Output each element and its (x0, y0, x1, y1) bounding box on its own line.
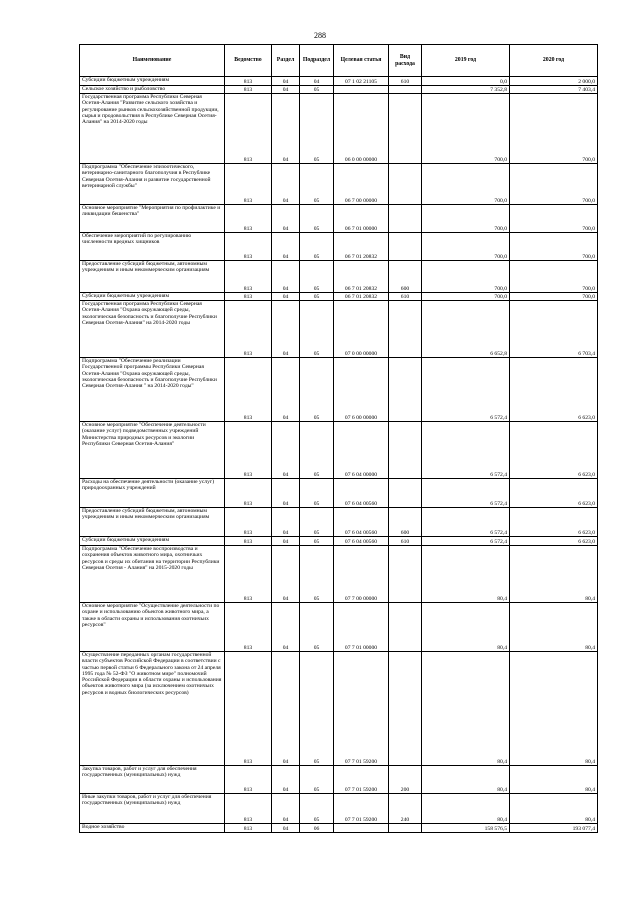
row-dept-cell: 813 (225, 766, 272, 794)
row-section-cell: 04 (272, 164, 300, 205)
row-dept-cell: 813 (225, 301, 272, 358)
header-subsection: Подраздел (300, 45, 334, 77)
row-section-cell: 04 (272, 422, 300, 479)
row-2019-cell: 6 572,4 (422, 422, 510, 479)
row-dept-cell: 813 (225, 537, 272, 546)
header-section: Раздел (272, 45, 300, 77)
table-row (80, 293, 598, 301)
row-name-cell: Государственная программа Республики Северная Осетия-Алания "Развитие сельского хозяйства и регулирование рынков сельскохозяйственной продукции, сырья и продовольствия в Республике Северная Осетия-Алания" на 2014-2020 годы (80, 94, 225, 164)
row-name-cell: Субсидии бюджетным учреждениям (80, 77, 225, 86)
row-subsection-cell: 05 (300, 293, 334, 301)
row-expense-type-cell (389, 94, 422, 164)
row-section-cell: 04 (272, 652, 300, 766)
row-subsection-cell: 05 (300, 94, 334, 164)
row-subsection-cell: 05 (300, 537, 334, 546)
row-section-cell: 04 (272, 766, 300, 794)
row-target-cell: 06 7 01 20832 (334, 261, 389, 293)
row-subsection-cell: 05 (300, 301, 334, 358)
row-2019-cell: 80,4 (422, 546, 510, 603)
row-expense-type-cell (389, 652, 422, 766)
row-2020-cell: 700,0 (510, 205, 598, 233)
row-subsection-cell: 05 (300, 546, 334, 603)
row-target-cell: 07 1 02 21105 (334, 77, 389, 86)
row-subsection-cell: 05 (300, 205, 334, 233)
row-dept-cell: 813 (225, 86, 272, 94)
row-target-cell: 07 6 04 00560 (334, 479, 389, 508)
row-name-cell: Иные закупки товаров, работ и услуг для обеспечения государственных (муниципальных) нужд (80, 794, 225, 824)
row-target-cell: 07 7 00 00000 (334, 546, 389, 603)
row-2019-cell: 6 572,4 (422, 537, 510, 546)
row-expense-type-cell (389, 824, 422, 833)
row-subsection-cell: 05 (300, 794, 334, 824)
row-name-cell: Государственная программа Республики Северная Осетия-Алания "Охрана окружающей среды, экологическая безопасность и благополучие Республики Северная Осетия-Алания" на 2014-2020 годы (80, 301, 225, 358)
row-2020-cell: 6 623,0 (510, 422, 598, 479)
table-row (80, 794, 598, 824)
row-2020-cell: 6 623,0 (510, 358, 598, 422)
header-row (80, 45, 598, 77)
row-2020-cell: 700,0 (510, 164, 598, 205)
page-number: 288 (314, 31, 326, 40)
row-target-cell: 07 7 01 59200 (334, 652, 389, 766)
row-section-cell: 04 (272, 205, 300, 233)
row-dept-cell: 813 (225, 293, 272, 301)
row-target-cell: 07 6 04 00560 (334, 537, 389, 546)
row-target-cell: 06 7 01 20832 (334, 233, 389, 261)
row-dept-cell: 813 (225, 422, 272, 479)
row-section-cell: 04 (272, 86, 300, 94)
row-2020-cell: 80,4 (510, 794, 598, 824)
row-2020-cell: 6 623,0 (510, 508, 598, 537)
row-dept-cell: 813 (225, 824, 272, 833)
row-name-cell: Закупка товаров, работ и услуг для обеспечения государственных (муниципальных) нужд (80, 766, 225, 794)
row-subsection-cell: 05 (300, 261, 334, 293)
row-dept-cell: 813 (225, 358, 272, 422)
row-section-cell: 04 (272, 508, 300, 537)
row-target-cell: 07 7 01 59200 (334, 794, 389, 824)
header-dept: Ведомство (225, 45, 272, 77)
row-name-cell: Осуществление переданных органам государственной власти субъектов Российской Федерации в соответствии с частью первой статьи 6 Федерального закона от 24 апреля 1995 года № 52-ФЗ "О животном мире" полномочий Российской Федерации в области охраны и использования объектов животного мира (за исключением охотничьих ресурсов и водных биологических ресурсов) (80, 652, 225, 766)
row-2019-cell: 700,0 (422, 205, 510, 233)
row-name-cell: Подпрограмма "Обеспечение воспроизводства и сохранения объектов животного мира, охотничьих ресурсов и среды их обитания на территории Республики Северная Осетия - Алания" на 2015-2020 годы (80, 546, 225, 603)
row-expense-type-cell: 600 (389, 508, 422, 537)
row-subsection-cell: 05 (300, 652, 334, 766)
row-2020-cell: 6 623,0 (510, 537, 598, 546)
row-subsection-cell: 05 (300, 233, 334, 261)
row-section-cell: 04 (272, 603, 300, 652)
row-expense-type-cell: 610 (389, 537, 422, 546)
table-row (80, 301, 598, 358)
row-dept-cell: 813 (225, 479, 272, 508)
row-expense-type-cell (389, 205, 422, 233)
row-name-cell: Предоставление субсидий бюджетным, автономным учреждениям и иным некоммерческим организациям (80, 508, 225, 537)
row-2019-cell: 158 576,5 (422, 824, 510, 833)
table-row (80, 422, 598, 479)
row-expense-type-cell: 610 (389, 293, 422, 301)
table-row (80, 205, 598, 233)
row-subsection-cell: 05 (300, 86, 334, 94)
row-name-cell: Сельское хозяйство и рыболовство (80, 86, 225, 94)
row-expense-type-cell (389, 301, 422, 358)
row-section-cell: 04 (272, 77, 300, 86)
row-name-cell: Основное мероприятие "Осуществление деятельности по охране и использованию объектов животного мира, а также в области охраны и использования охотничьих ресурсов" (80, 603, 225, 652)
row-2019-cell: 6 652,8 (422, 301, 510, 358)
row-2019-cell: 80,4 (422, 766, 510, 794)
row-2020-cell: 80,4 (510, 603, 598, 652)
row-name-cell: Подпрограмма "Обеспечение эпизоотического, ветеринарно-санитарного благополучия в Республике Северная Осетия-Алания и развитие государственной ветеринарной службы" (80, 164, 225, 205)
row-2020-cell: 6 703,4 (510, 301, 598, 358)
header-2019: 2019 год (422, 45, 510, 77)
row-subsection-cell: 04 (300, 77, 334, 86)
row-2019-cell: 700,0 (422, 164, 510, 205)
row-2019-cell: 7 352,8 (422, 86, 510, 94)
row-2020-cell: 2 000,0 (510, 77, 598, 86)
row-target-cell: 06 7 01 20832 (334, 293, 389, 301)
row-2019-cell: 700,0 (422, 293, 510, 301)
row-dept-cell: 813 (225, 261, 272, 293)
row-target-cell: 06 7 01 00000 (334, 205, 389, 233)
row-dept-cell: 813 (225, 94, 272, 164)
table-row (80, 824, 598, 833)
budget-table (79, 44, 598, 833)
row-dept-cell: 813 (225, 233, 272, 261)
row-name-cell: Основное мероприятие "Обеспечение деятельности (оказание услуг) подведомственных учреждений Министерства природных ресурсов и экологии Республики Северная Осетия-Алания" (80, 422, 225, 479)
row-target-cell: 06 0 00 00000 (334, 94, 389, 164)
row-target-cell: 07 0 00 00000 (334, 301, 389, 358)
row-expense-type-cell (389, 422, 422, 479)
table-row (80, 94, 598, 164)
row-section-cell: 04 (272, 233, 300, 261)
row-target-cell: 07 6 04 00000 (334, 422, 389, 479)
row-subsection-cell: 05 (300, 164, 334, 205)
row-target-cell: 07 6 00 00000 (334, 358, 389, 422)
table-row (80, 652, 598, 766)
row-2019-cell: 700,0 (422, 261, 510, 293)
row-dept-cell: 813 (225, 164, 272, 205)
row-subsection-cell: 05 (300, 603, 334, 652)
table-row (80, 479, 598, 508)
row-2020-cell: 80,4 (510, 546, 598, 603)
row-2019-cell: 0,0 (422, 77, 510, 86)
row-2020-cell: 700,0 (510, 233, 598, 261)
row-dept-cell: 813 (225, 77, 272, 86)
row-name-cell: Основное мероприятие "Мероприятия по профилактике и ликвидации бешенства" (80, 205, 225, 233)
row-expense-type-cell: 600 (389, 261, 422, 293)
row-2020-cell: 80,4 (510, 652, 598, 766)
row-section-cell: 04 (272, 824, 300, 833)
row-name-cell: Обеспечение мероприятий по регулированию численности вредных хищников (80, 233, 225, 261)
row-dept-cell: 813 (225, 794, 272, 824)
row-subsection-cell: 05 (300, 766, 334, 794)
table-row (80, 77, 598, 86)
row-dept-cell: 813 (225, 508, 272, 537)
row-section-cell: 04 (272, 301, 300, 358)
row-2020-cell: 6 623,0 (510, 479, 598, 508)
row-target-cell: 06 7 00 00000 (334, 164, 389, 205)
row-2019-cell: 80,4 (422, 603, 510, 652)
table-row (80, 358, 598, 422)
row-expense-type-cell (389, 164, 422, 205)
row-name-cell: Субсидии бюджетным учреждениям (80, 293, 225, 301)
row-expense-type-cell (389, 479, 422, 508)
row-2019-cell: 6 572,4 (422, 479, 510, 508)
row-section-cell: 04 (272, 537, 300, 546)
row-2020-cell: 7 403,4 (510, 86, 598, 94)
table-row (80, 603, 598, 652)
table-row (80, 261, 598, 293)
row-section-cell: 04 (272, 293, 300, 301)
table-row (80, 537, 598, 546)
row-section-cell: 04 (272, 479, 300, 508)
row-name-cell: Водное хозяйство (80, 824, 225, 833)
row-subsection-cell: 05 (300, 422, 334, 479)
row-subsection-cell: 05 (300, 358, 334, 422)
row-2019-cell: 80,4 (422, 652, 510, 766)
row-target-cell: 07 7 01 00000 (334, 603, 389, 652)
row-2019-cell: 6 572,4 (422, 358, 510, 422)
row-subsection-cell: 05 (300, 508, 334, 537)
table-row (80, 546, 598, 603)
header-name: Наименование (80, 45, 225, 77)
row-dept-cell: 813 (225, 603, 272, 652)
row-target-cell: 07 6 04 00560 (334, 508, 389, 537)
row-2020-cell: 700,0 (510, 94, 598, 164)
header-2020: 2020 год (510, 45, 598, 77)
row-target-cell (334, 824, 389, 833)
row-expense-type-cell: 610 (389, 77, 422, 86)
table-row (80, 766, 598, 794)
table-row (80, 86, 598, 94)
row-expense-type-cell: 240 (389, 794, 422, 824)
row-subsection-cell: 06 (300, 824, 334, 833)
row-expense-type-cell (389, 546, 422, 603)
header-target: Целевая статья (334, 45, 389, 77)
row-2019-cell: 80,4 (422, 794, 510, 824)
row-expense-type-cell (389, 233, 422, 261)
row-2019-cell: 700,0 (422, 94, 510, 164)
row-2020-cell: 80,4 (510, 766, 598, 794)
row-expense-type-cell (389, 358, 422, 422)
row-subsection-cell: 05 (300, 479, 334, 508)
table-row (80, 164, 598, 205)
row-2019-cell: 700,0 (422, 233, 510, 261)
row-2020-cell: 193 077,4 (510, 824, 598, 833)
row-2020-cell: 700,0 (510, 261, 598, 293)
row-2019-cell: 6 572,4 (422, 508, 510, 537)
row-section-cell: 04 (272, 794, 300, 824)
row-name-cell: Субсидии бюджетным учреждениям (80, 537, 225, 546)
row-section-cell: 04 (272, 94, 300, 164)
row-section-cell: 04 (272, 358, 300, 422)
row-expense-type-cell (389, 603, 422, 652)
row-expense-type-cell: 200 (389, 766, 422, 794)
row-dept-cell: 813 (225, 205, 272, 233)
row-section-cell: 04 (272, 546, 300, 603)
row-name-cell: Предоставление субсидий бюджетным, автономным учреждениям и иным некоммерческим организациям (80, 261, 225, 293)
row-section-cell: 04 (272, 261, 300, 293)
row-expense-type-cell (389, 86, 422, 94)
table-row (80, 233, 598, 261)
row-target-cell (334, 86, 389, 94)
row-name-cell: Расходы на обеспечение деятельности (оказание услуг) природоохранных учреждений (80, 479, 225, 508)
row-target-cell: 07 7 01 59200 (334, 766, 389, 794)
row-dept-cell: 813 (225, 652, 272, 766)
row-name-cell: Подпрограмма "Обеспечение реализации Государственной программы Республики Северная Осетия-Алания "Охрана окружающей среды, экологическая безопасность и благополучие Республики Северная Осетия-Алания " на 2014-2020 годы" (80, 358, 225, 422)
row-2020-cell: 700,0 (510, 293, 598, 301)
header-expense-type: Вид расхода (389, 45, 422, 77)
table-row (80, 508, 598, 537)
row-dept-cell: 813 (225, 546, 272, 603)
